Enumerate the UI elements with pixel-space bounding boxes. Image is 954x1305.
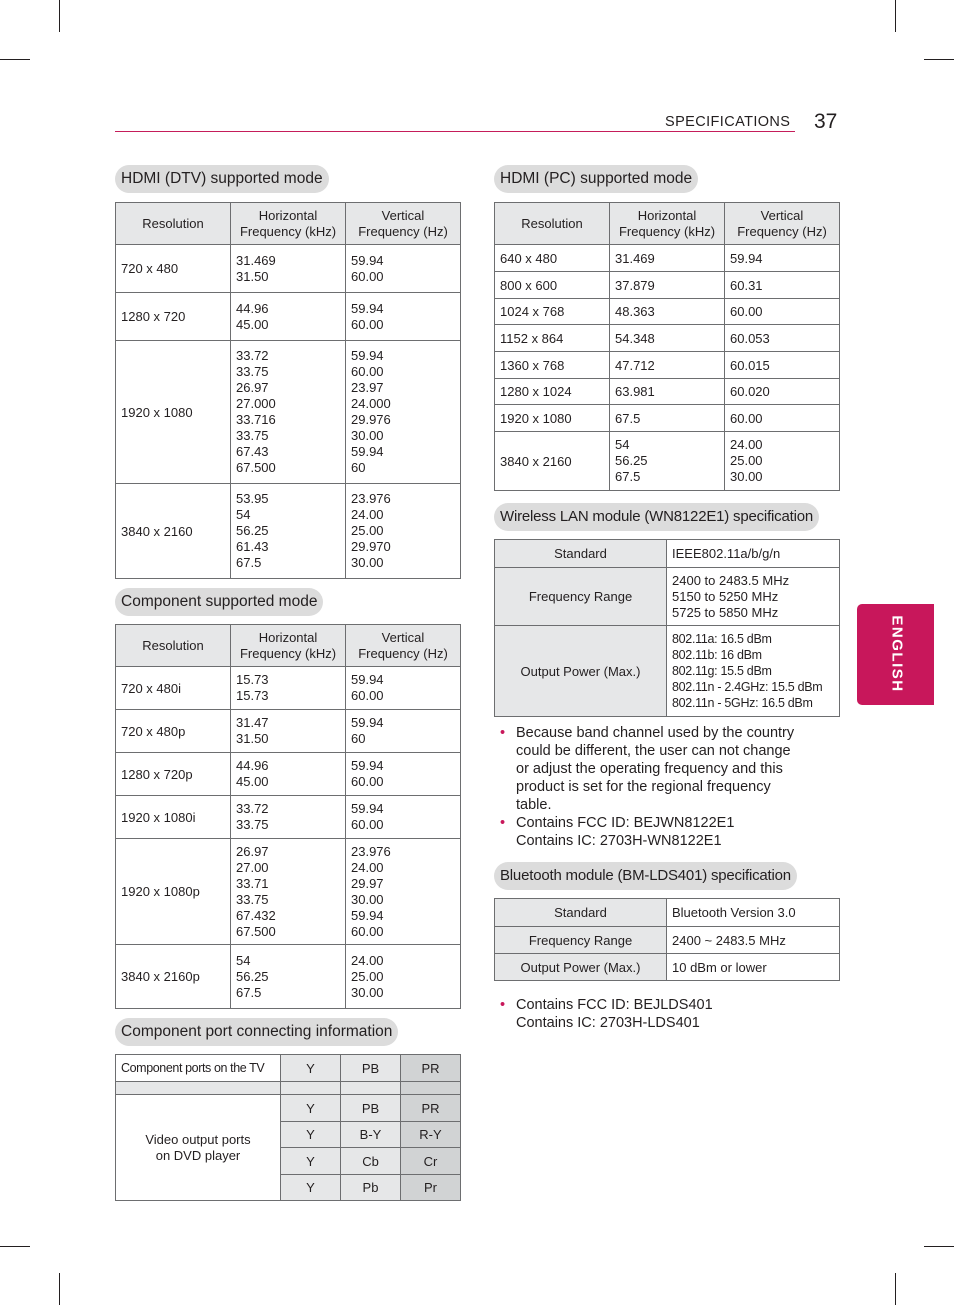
column-header: Vertical Frequency (Hz) <box>346 625 461 667</box>
spacer-cell <box>341 1082 401 1095</box>
horizontal-cell: 54 56.25 67.5 <box>610 432 725 491</box>
column-header: Vertical Frequency (Hz) <box>725 203 840 245</box>
table-row <box>495 352 840 379</box>
tv-ports-label: Component ports on the TV <box>116 1055 281 1082</box>
table-row <box>495 379 840 405</box>
horizontal-cell: 53.95 54 56.25 61.43 67.5 <box>231 484 346 579</box>
hdmi-pc-table <box>494 202 840 491</box>
vertical-cell: 60.020 <box>725 379 840 405</box>
component-port-table <box>115 1054 461 1201</box>
tv-port-y: Y <box>281 1055 341 1082</box>
table-row <box>116 753 461 796</box>
vertical-cell: 24.00 25.00 30.00 <box>346 945 461 1009</box>
component-mode-heading: Component supported mode <box>115 588 323 616</box>
resolution-cell: 1024 x 768 <box>495 299 610 325</box>
bullet-icon: • <box>500 725 506 741</box>
table-row <box>116 710 461 753</box>
column-header: Vertical Frequency (Hz) <box>346 203 461 245</box>
vertical-cell: 59.94 <box>725 245 840 272</box>
table-row <box>495 432 840 491</box>
vertical-cell: 23.976 24.00 25.00 29.970 30.00 <box>346 484 461 579</box>
vertical-cell: 60.31 <box>725 272 840 299</box>
spacer-cell <box>401 1082 461 1095</box>
list-item: • Because band channel used by the country could be different, the user can not change or adjust the operating frequency and this product is set for the regional frequency table. <box>500 725 795 813</box>
resolution-cell: 640 x 480 <box>495 245 610 272</box>
vertical-cell: 59.94 60.00 <box>346 753 461 796</box>
crop-mark <box>59 1273 60 1305</box>
dvd-port: Pr <box>401 1175 461 1201</box>
list-item: • Contains FCC ID: BEJWN8122E1 Contains IC: 2703H-WN8122E1 <box>500 815 735 849</box>
resolution-cell: 1280 x 720p <box>116 753 231 796</box>
column-header: Horizontal Frequency (kHz) <box>231 203 346 245</box>
bluetooth-notes <box>494 996 839 1032</box>
horizontal-cell: 15.73 15.73 <box>231 667 346 710</box>
table-row <box>495 899 840 927</box>
horizontal-cell: 33.72 33.75 <box>231 796 346 839</box>
resolution-cell: 1920 x 1080 <box>116 341 231 484</box>
dvd-port: Cr <box>401 1148 461 1175</box>
tv-port-pb: PB <box>341 1055 401 1082</box>
resolution-cell: 720 x 480 <box>116 245 231 293</box>
vertical-cell: 60.00 <box>725 299 840 325</box>
horizontal-cell: 26.97 27.00 33.71 33.75 67.432 67.500 <box>231 839 346 945</box>
dvd-port: PR <box>401 1095 461 1122</box>
table-row <box>495 568 840 626</box>
hdmi-dtv-heading: HDMI (DTV) supported mode <box>115 165 329 193</box>
crop-mark <box>895 0 896 32</box>
table-row <box>495 245 840 272</box>
column-header: Horizontal Frequency (kHz) <box>610 203 725 245</box>
table-row <box>495 927 840 954</box>
horizontal-cell: 54 56.25 67.5 <box>231 945 346 1009</box>
wlan-heading: Wireless LAN module (WN8122E1) specification <box>494 503 819 531</box>
resolution-cell: 1920 x 1080p <box>116 839 231 945</box>
spec-value: 802.11a: 16.5 dBm 802.11b: 16 dBm 802.11g: 15.5 dBm 802.11n - 2.4GHz: 15.5 dBm 802.11n - 5GHz: 16.5 dBm <box>667 626 840 717</box>
crop-mark <box>924 1246 954 1247</box>
language-tab <box>857 604 934 705</box>
component-mode-table <box>115 624 461 1009</box>
horizontal-cell: 67.5 <box>610 405 725 432</box>
table-row <box>116 1055 461 1082</box>
column-header: Resolution <box>495 203 610 245</box>
language-label: ENGLISH <box>888 615 906 693</box>
spacer-row <box>116 1082 461 1095</box>
resolution-cell: 720 x 480p <box>116 710 231 753</box>
spec-label: Standard <box>495 899 667 927</box>
spec-label: Frequency Range <box>495 927 667 954</box>
spec-value: Bluetooth Version 3.0 <box>667 899 840 927</box>
dvd-ports-label: Video output ports on DVD player <box>116 1095 281 1201</box>
table-row <box>116 839 461 945</box>
crop-mark <box>59 0 60 32</box>
resolution-cell: 1360 x 768 <box>495 352 610 379</box>
horizontal-cell: 44.96 45.00 <box>231 293 346 341</box>
header-rule <box>115 131 795 132</box>
vertical-cell: 60.053 <box>725 325 840 352</box>
resolution-cell: 1152 x 864 <box>495 325 610 352</box>
page-number: 37 <box>814 110 838 133</box>
dvd-port: Y <box>281 1148 341 1175</box>
component-port-heading: Component port connecting information <box>115 1018 398 1046</box>
vertical-cell: 59.94 60.00 23.97 24.000 29.976 30.00 59.94 60 <box>346 341 461 484</box>
horizontal-cell: 63.981 <box>610 379 725 405</box>
resolution-cell: 1920 x 1080i <box>116 796 231 839</box>
dvd-port: PB <box>341 1095 401 1122</box>
spec-label: Output Power (Max.) <box>495 954 667 981</box>
horizontal-cell: 47.712 <box>610 352 725 379</box>
dvd-port: Cb <box>341 1148 401 1175</box>
hdmi-pc-heading: HDMI (PC) supported mode <box>494 165 698 193</box>
spacer-cell <box>281 1082 341 1095</box>
column-header: Horizontal Frequency (kHz) <box>231 625 346 667</box>
horizontal-cell: 37.879 <box>610 272 725 299</box>
dvd-port: R-Y <box>401 1122 461 1148</box>
resolution-cell: 1280 x 1024 <box>495 379 610 405</box>
vertical-cell: 60.00 <box>725 405 840 432</box>
table-row <box>116 796 461 839</box>
dvd-port: Pb <box>341 1175 401 1201</box>
dvd-port: Y <box>281 1122 341 1148</box>
table-row <box>495 626 840 717</box>
horizontal-cell: 48.363 <box>610 299 725 325</box>
table-row <box>495 954 840 981</box>
vertical-cell: 23.976 24.00 29.97 30.00 59.94 60.00 <box>346 839 461 945</box>
horizontal-cell: 54.348 <box>610 325 725 352</box>
bullet-icon: • <box>500 815 506 831</box>
column-header: Resolution <box>116 625 231 667</box>
spec-value: 2400 ~ 2483.5 MHz <box>667 927 840 954</box>
dvd-port: Y <box>281 1175 341 1201</box>
crop-mark <box>924 59 954 60</box>
vertical-cell: 59.94 60 <box>346 710 461 753</box>
list-item: • Contains FCC ID: BEJLDS401 Contains IC: 2703H-LDS401 <box>500 997 713 1031</box>
horizontal-cell: 31.47 31.50 <box>231 710 346 753</box>
resolution-cell: 3840 x 2160p <box>116 945 231 1009</box>
bullet-icon: • <box>500 997 506 1013</box>
horizontal-cell: 44.96 45.00 <box>231 753 346 796</box>
section-title: SPECIFICATIONS <box>665 114 791 130</box>
table-row <box>495 299 840 325</box>
horizontal-cell: 31.469 31.50 <box>231 245 346 293</box>
tv-port-pr: PR <box>401 1055 461 1082</box>
bluetooth-table <box>494 898 840 981</box>
vertical-cell: 59.94 60.00 <box>346 293 461 341</box>
vertical-cell: 59.94 60.00 <box>346 796 461 839</box>
spec-value: 2400 to 2483.5 MHz 5150 to 5250 MHz 5725 to 5850 MHz <box>667 568 840 626</box>
table-row <box>495 540 840 568</box>
table-row <box>116 667 461 710</box>
horizontal-cell: 31.469 <box>610 245 725 272</box>
spec-label: Frequency Range <box>495 568 667 626</box>
vertical-cell: 24.00 25.00 30.00 <box>725 432 840 491</box>
table-row <box>495 405 840 432</box>
spec-value: IEEE802.11a/b/g/n <box>667 540 840 568</box>
table-row <box>116 245 461 293</box>
spec-label: Output Power (Max.) <box>495 626 667 717</box>
table-row <box>116 341 461 484</box>
crop-mark <box>895 1273 896 1305</box>
column-header: Resolution <box>116 203 231 245</box>
crop-mark <box>0 1246 30 1247</box>
vertical-cell: 59.94 60.00 <box>346 667 461 710</box>
table-row <box>495 325 840 352</box>
resolution-cell: 720 x 480i <box>116 667 231 710</box>
wlan-table <box>494 539 840 717</box>
vertical-cell: 59.94 60.00 <box>346 245 461 293</box>
crop-mark <box>0 59 30 60</box>
table-row <box>495 272 840 299</box>
resolution-cell: 3840 x 2160 <box>116 484 231 579</box>
resolution-cell: 800 x 600 <box>495 272 610 299</box>
hdmi-dtv-table <box>115 202 461 579</box>
spec-label: Standard <box>495 540 667 568</box>
spec-value: 10 dBm or lower <box>667 954 840 981</box>
resolution-cell: 1920 x 1080 <box>495 405 610 432</box>
resolution-cell: 3840 x 2160 <box>495 432 610 491</box>
dvd-port: B-Y <box>341 1122 401 1148</box>
table-row <box>116 293 461 341</box>
resolution-cell: 1280 x 720 <box>116 293 231 341</box>
table-row <box>116 484 461 579</box>
table-row <box>116 945 461 1009</box>
wlan-notes <box>494 724 839 850</box>
table-row <box>116 1095 461 1122</box>
bluetooth-heading: Bluetooth module (BM-LDS401) specification <box>494 862 797 890</box>
horizontal-cell: 33.72 33.75 26.97 27.000 33.716 33.75 67.43 67.500 <box>231 341 346 484</box>
dvd-port: Y <box>281 1095 341 1122</box>
vertical-cell: 60.015 <box>725 352 840 379</box>
spacer-cell <box>116 1082 281 1095</box>
